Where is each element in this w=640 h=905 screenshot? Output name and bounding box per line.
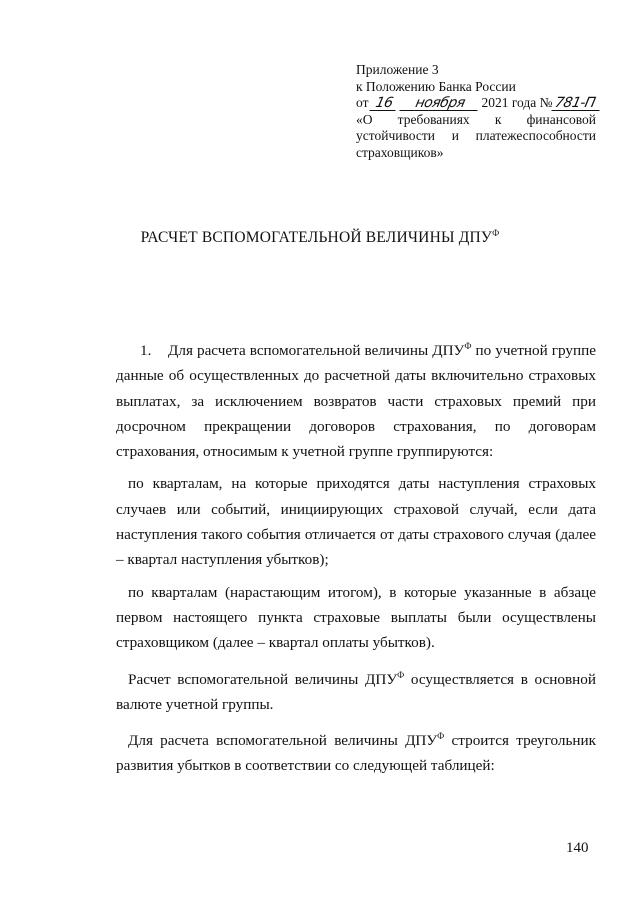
document-body <box>116 334 596 786</box>
appendix-number: Приложение 3 <box>356 62 439 77</box>
subject-word: требованиях <box>397 111 470 127</box>
year-text: 2021 года № <box>481 95 553 110</box>
paragraph-2: по кварталам, на которые приходятся даты наступления страховых случаев или событий, инициирующих страховой случай, если дата наступления такого события отличается от даты страхового случая (далее – квартал наступления убытков); <box>116 475 596 569</box>
paragraph-5 <box>116 724 596 779</box>
appendix-date-line <box>356 95 596 112</box>
paragraph-4-text-a: Расчет вспомогательной величины ДПУ <box>128 670 398 688</box>
handwritten-doc-number: 781-П <box>551 96 602 111</box>
item-number: 1. <box>140 342 152 359</box>
title-superscript: Ф <box>492 228 500 238</box>
from-label: от <box>356 95 369 110</box>
appendix-subject-line3: страховщиков» <box>356 144 444 160</box>
appendix-header <box>356 62 596 161</box>
title-text: РАСЧЕТ ВСПОМОГАТЕЛЬНОЙ ВЕЛИЧИНЫ ДПУ <box>140 229 493 246</box>
subject-word: финансовой <box>526 111 596 127</box>
handwritten-month: ноября <box>400 96 481 111</box>
subject-word: «О <box>356 111 373 127</box>
paragraph-1-text-a: Для расчета вспомогательной величины ДПУ <box>168 342 465 359</box>
paragraph-4-text-b: осуществляется в основной валюте учетной группы. <box>116 670 597 713</box>
subject-word: к <box>494 111 502 127</box>
paragraph-4 <box>116 663 596 718</box>
page-title <box>0 228 640 247</box>
paragraph-5-text-b: строится треугольник развития убытков в соответствии со следующей таблицей: <box>116 732 597 775</box>
subject-word: устойчивости <box>356 128 435 143</box>
paragraph-1 <box>116 334 596 464</box>
superscript: Ф <box>397 669 405 680</box>
superscript: Ф <box>464 341 472 351</box>
subject-word: и <box>451 128 459 143</box>
superscript: Ф <box>437 731 445 742</box>
paragraph-5-text-a: Для расчета вспомогательной величины ДПУ <box>128 732 438 750</box>
appendix-subject-line1 <box>356 112 596 129</box>
paragraph-3: по кварталам (нарастающим итогом), в которые указанные в абзаце первом настоящего пункта страховые выплаты были осуществлены страховщиком (далее – квартал оплаты убытков). <box>116 583 596 652</box>
handwritten-day: 16 <box>370 96 399 111</box>
page-number: 140 <box>566 840 589 856</box>
subject-word: платежеспособности <box>475 128 596 143</box>
appendix-regulation: к Положению Банка России <box>356 78 516 94</box>
paragraph-1-text-b: по учетной группе данные об осуществленных до расчетной даты включительно страховых выплатах, за исключением возвратов части страховых премий при досрочном прекращении договоров страхования, по договорам страхования, относимым к учетной группе группируются: <box>116 342 596 461</box>
appendix-subject-line2 <box>356 128 596 145</box>
